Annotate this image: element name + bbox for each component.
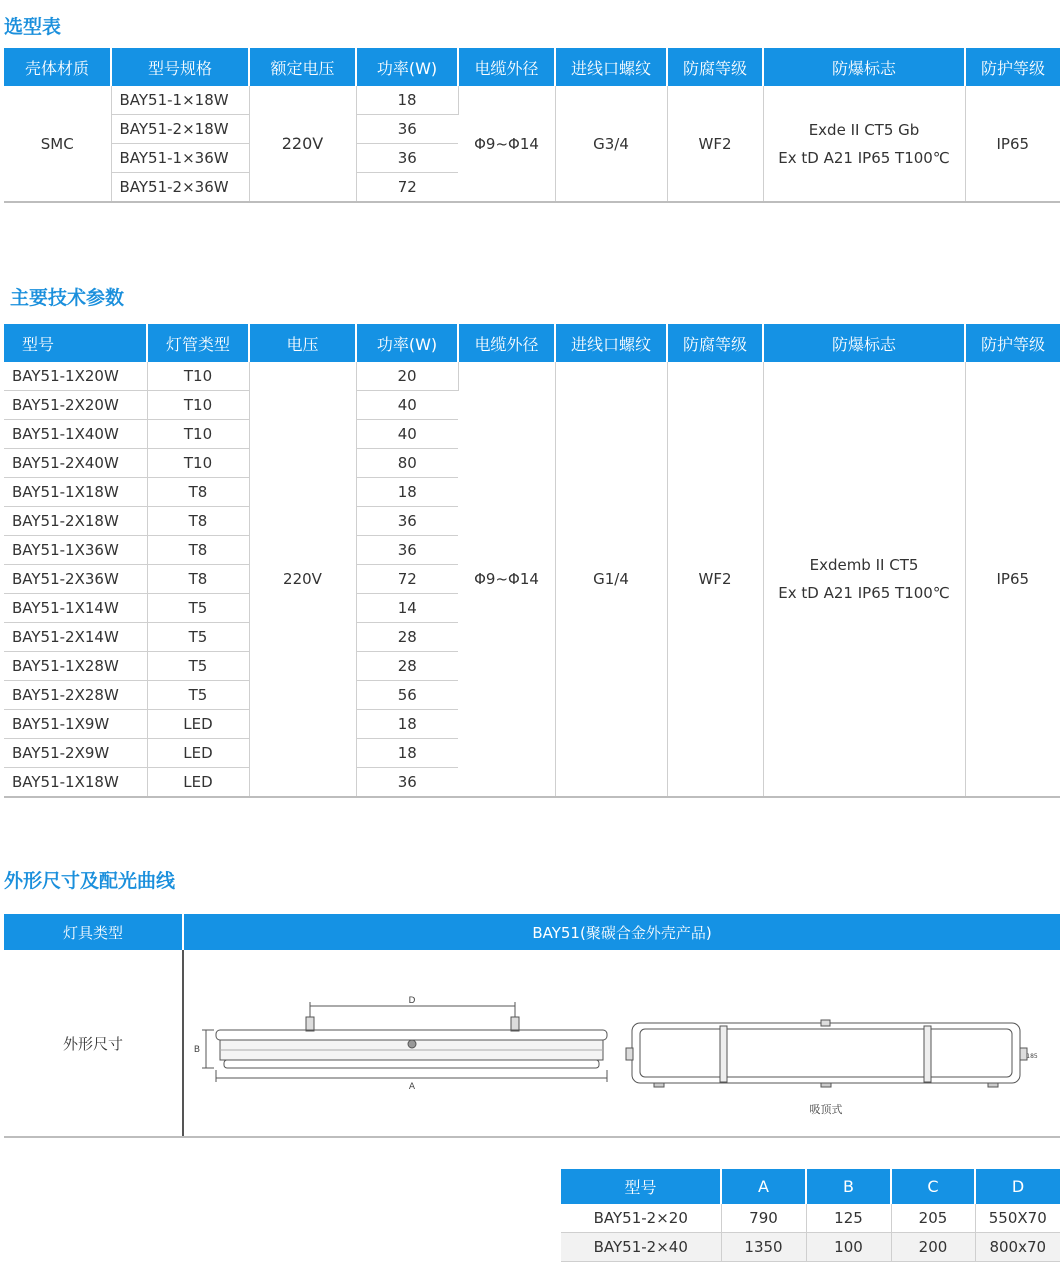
selection-table bbox=[4, 48, 1060, 203]
selection-ex-mark bbox=[763, 86, 965, 202]
params-header-model: 型号 bbox=[4, 324, 147, 362]
selection-cable: Φ9~Φ14 bbox=[458, 86, 555, 202]
table-row bbox=[4, 362, 1060, 391]
params-tube: T10 bbox=[147, 449, 249, 478]
params-header-row bbox=[4, 324, 1060, 362]
dimensions-header-type: 灯具类型 bbox=[4, 914, 183, 950]
params-ex-mark-line1: Exdemb II CT5 bbox=[809, 556, 919, 574]
dim-label-d: D bbox=[408, 996, 416, 1006]
side-view-drawing bbox=[202, 1002, 607, 1082]
params-power: 40 bbox=[356, 420, 458, 449]
selection-voltage: 220V bbox=[249, 86, 356, 202]
dim-header-d: D bbox=[975, 1169, 1060, 1204]
dim-header-c: C bbox=[891, 1169, 975, 1204]
dimensions-row-label: 外形尺寸 bbox=[4, 950, 183, 1137]
dim-cell: BAY51-2×20 bbox=[561, 1204, 721, 1233]
selection-header-thread: 进线口螺纹 bbox=[555, 48, 667, 86]
params-tube: LED bbox=[147, 739, 249, 768]
selection-power: 18 bbox=[356, 86, 458, 115]
selection-material: SMC bbox=[4, 86, 111, 202]
params-header-protection: 防护等级 bbox=[965, 324, 1060, 362]
params-header-anticorrosion: 防腐等级 bbox=[667, 324, 763, 362]
params-power: 36 bbox=[356, 536, 458, 565]
mount-type-label: 吸顶式 bbox=[809, 1103, 843, 1116]
outline-drawing bbox=[184, 950, 1061, 1136]
params-model: BAY51-1X18W bbox=[4, 478, 147, 507]
mount-bracket-left bbox=[306, 1017, 314, 1031]
dim-label-a: A bbox=[408, 1082, 416, 1092]
params-model: BAY51-2X40W bbox=[4, 449, 147, 478]
params-model: BAY51-1X18W bbox=[4, 768, 147, 798]
selection-ex-mark-line1: Exde II CT5 Gb bbox=[808, 120, 920, 139]
params-header-voltage: 电压 bbox=[249, 324, 356, 362]
selection-ex-mark-line2: Ex tD A21 IP65 T100℃ bbox=[778, 148, 950, 167]
params-power: 72 bbox=[356, 565, 458, 594]
selection-header-anticorrosion: 防腐等级 bbox=[667, 48, 763, 86]
params-power: 80 bbox=[356, 449, 458, 478]
selection-power: 36 bbox=[356, 115, 458, 144]
dim-cell: 1350 bbox=[721, 1233, 806, 1262]
params-header-ex-mark: 防爆标志 bbox=[763, 324, 965, 362]
selection-model: BAY51-2×36W bbox=[111, 173, 249, 203]
params-tube: T8 bbox=[147, 536, 249, 565]
params-tube: T5 bbox=[147, 623, 249, 652]
params-header-thread: 进线口螺纹 bbox=[555, 324, 667, 362]
selection-power: 72 bbox=[356, 173, 458, 203]
params-tube: T5 bbox=[147, 594, 249, 623]
selection-header-ex-mark: 防爆标志 bbox=[763, 48, 965, 86]
dimensions-title: 外形尺寸及配光曲线 bbox=[4, 870, 176, 892]
selection-model: BAY51-1×18W bbox=[111, 86, 249, 115]
params-anticorrosion: WF2 bbox=[667, 362, 763, 797]
params-power: 28 bbox=[356, 652, 458, 681]
params-tube: T10 bbox=[147, 362, 249, 391]
params-tube: T10 bbox=[147, 420, 249, 449]
selection-header-voltage: 额定电压 bbox=[249, 48, 356, 86]
dim-cell: 200 bbox=[891, 1233, 975, 1262]
selection-header-power: 功率(W) bbox=[356, 48, 458, 86]
selection-header-row bbox=[4, 48, 1060, 86]
table-row bbox=[561, 1233, 1060, 1262]
top-view-drawing bbox=[626, 1020, 1027, 1087]
params-tube: T8 bbox=[147, 478, 249, 507]
params-tube: T8 bbox=[147, 565, 249, 594]
dim-cell: 790 bbox=[721, 1204, 806, 1233]
selection-thread: G3/4 bbox=[555, 86, 667, 202]
params-title: 主要技术参数 bbox=[10, 287, 125, 309]
params-voltage: 220V bbox=[249, 362, 356, 797]
params-model: BAY51-1X20W bbox=[4, 362, 147, 391]
selection-title: 选型表 bbox=[4, 16, 62, 38]
params-tube: T5 bbox=[147, 681, 249, 710]
params-model: BAY51-2X9W bbox=[4, 739, 147, 768]
selection-protection: IP65 bbox=[965, 86, 1060, 202]
params-model: BAY51-1X28W bbox=[4, 652, 147, 681]
params-ex-mark bbox=[763, 362, 965, 797]
params-power: 18 bbox=[356, 739, 458, 768]
selection-model: BAY51-2×18W bbox=[111, 115, 249, 144]
params-power: 40 bbox=[356, 391, 458, 420]
params-tube: T8 bbox=[147, 507, 249, 536]
params-tube: T5 bbox=[147, 652, 249, 681]
params-model: BAY51-1X40W bbox=[4, 420, 147, 449]
params-model: BAY51-1X9W bbox=[4, 710, 147, 739]
params-tube: LED bbox=[147, 768, 249, 798]
selection-power: 36 bbox=[356, 144, 458, 173]
params-power: 18 bbox=[356, 478, 458, 507]
selection-header-cable: 电缆外径 bbox=[458, 48, 555, 86]
selection-anticorrosion: WF2 bbox=[667, 86, 763, 202]
table-row bbox=[561, 1204, 1060, 1233]
dim-cell: 100 bbox=[806, 1233, 891, 1262]
dim-cell: 550X70 bbox=[975, 1204, 1060, 1233]
dim-cell: 125 bbox=[806, 1204, 891, 1233]
params-power: 14 bbox=[356, 594, 458, 623]
dimensions-drawing-cell bbox=[183, 950, 1060, 1137]
selection-header-material: 壳体材质 bbox=[4, 48, 111, 86]
params-power: 20 bbox=[356, 362, 458, 391]
dim-cell: BAY51-2×40 bbox=[561, 1233, 721, 1262]
params-power: 36 bbox=[356, 507, 458, 536]
selection-header-protection: 防护等级 bbox=[965, 48, 1060, 86]
params-model: BAY51-2X20W bbox=[4, 391, 147, 420]
dimensions-table bbox=[4, 914, 1060, 1138]
params-table bbox=[4, 324, 1060, 798]
dimension-values-table bbox=[561, 1169, 1060, 1262]
table-row bbox=[4, 950, 1060, 1137]
params-header-cable: 电缆外径 bbox=[458, 324, 555, 362]
dim-label-side: 185 bbox=[1026, 1053, 1038, 1060]
params-tube: T10 bbox=[147, 391, 249, 420]
mount-bracket-right bbox=[511, 1017, 519, 1031]
params-tube: LED bbox=[147, 710, 249, 739]
dim-header-model: 型号 bbox=[561, 1169, 721, 1204]
params-cable: Φ9~Φ14 bbox=[458, 362, 555, 797]
params-model: BAY51-1X36W bbox=[4, 536, 147, 565]
dim-header-b: B bbox=[806, 1169, 891, 1204]
params-power: 36 bbox=[356, 768, 458, 798]
params-protection: IP65 bbox=[965, 362, 1060, 797]
dim-label-b: B bbox=[193, 1045, 201, 1055]
dim-header-a: A bbox=[721, 1169, 806, 1204]
dimensions-header-product: BAY51(聚碳合金外壳产品) bbox=[183, 914, 1060, 950]
params-model: BAY51-2X14W bbox=[4, 623, 147, 652]
params-model: BAY51-1X14W bbox=[4, 594, 147, 623]
dim-cell: 800x70 bbox=[975, 1233, 1060, 1262]
cable-gland-icon bbox=[408, 1040, 416, 1048]
params-model: BAY51-2X36W bbox=[4, 565, 147, 594]
params-model: BAY51-2X28W bbox=[4, 681, 147, 710]
params-ex-mark-line2: Ex tD A21 IP65 T100℃ bbox=[778, 584, 950, 602]
params-thread: G1/4 bbox=[555, 362, 667, 797]
params-header-tube: 灯管类型 bbox=[147, 324, 249, 362]
table-row bbox=[4, 86, 1060, 115]
dimension-values-header-row bbox=[561, 1169, 1060, 1204]
params-power: 18 bbox=[356, 710, 458, 739]
params-power: 56 bbox=[356, 681, 458, 710]
selection-model: BAY51-1×36W bbox=[111, 144, 249, 173]
params-model: BAY51-2X18W bbox=[4, 507, 147, 536]
dim-cell: 205 bbox=[891, 1204, 975, 1233]
dimensions-header-row bbox=[4, 914, 1060, 950]
params-header-power: 功率(W) bbox=[356, 324, 458, 362]
selection-header-model: 型号规格 bbox=[111, 48, 249, 86]
params-power: 28 bbox=[356, 623, 458, 652]
